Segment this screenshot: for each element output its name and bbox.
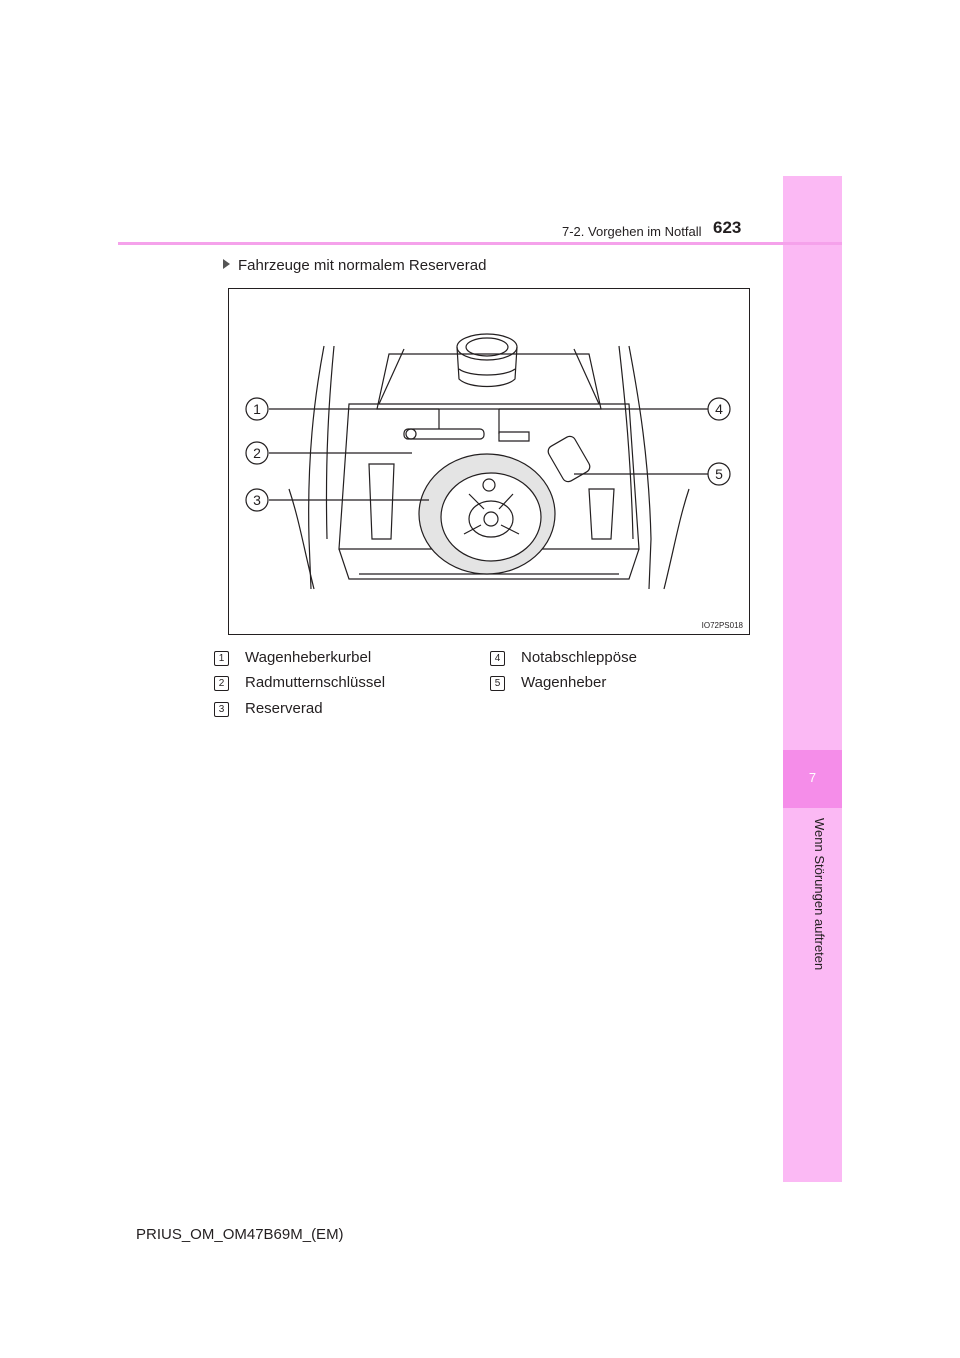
side-tab: [783, 176, 842, 1182]
callout-3: 3: [253, 492, 261, 508]
callout-5: 5: [715, 466, 723, 482]
legend-item: [214, 700, 323, 717]
legend-number: 2: [214, 676, 229, 691]
legend-label: Radmutternschlüssel: [245, 674, 386, 691]
footer-document-id: PRIUS_OM_OM47B69M_(EM): [136, 1226, 344, 1243]
legend-item: [490, 674, 606, 691]
chapter-title: Wenn Störungen auftreten: [812, 818, 827, 971]
legend-item: [490, 649, 637, 666]
figure-code: IO72PS018: [701, 621, 743, 630]
bullet-heading: [223, 257, 486, 274]
figure-trunk-illustration: [228, 288, 750, 635]
bullet-heading-text: Fahrzeuge mit normalem Reserverad: [238, 257, 487, 274]
callout-1: 1: [253, 401, 261, 417]
legend-label: Wagenheberkurbel: [245, 649, 372, 666]
trunk-illustration: [229, 289, 749, 634]
section-title: 7-2. Vorgehen im Notfall: [562, 224, 702, 239]
callout-4: 4: [715, 401, 723, 417]
page-number: 623: [713, 218, 742, 237]
legend-number: 1: [214, 651, 229, 666]
legend-item: [214, 674, 385, 691]
bullet-arrow-icon: [223, 259, 230, 269]
callout-2: 2: [253, 445, 261, 461]
legend-number: 4: [490, 651, 505, 666]
chapter-tab[interactable]: [783, 750, 842, 808]
legend-item: [214, 649, 371, 666]
legend-number: 3: [214, 702, 229, 717]
legend-label: Reserverad: [245, 700, 323, 717]
chapter-number: 7: [808, 770, 817, 785]
header-rule: [118, 242, 842, 245]
legend-label: Wagenheber: [521, 674, 607, 691]
legend-number: 5: [490, 676, 505, 691]
legend-label: Notabschleppöse: [521, 649, 637, 666]
